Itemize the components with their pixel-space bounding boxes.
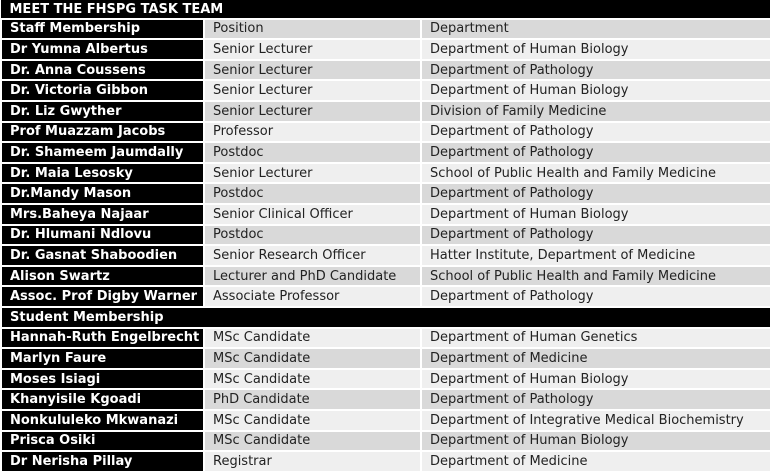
member-department: Department of Human Biology [421,204,770,225]
member-department: Department of Medicine [421,451,770,472]
staff-header-row [1,19,770,40]
member-position: PhD Candidate [204,389,421,410]
member-name: Khanyisile Kgoadi [1,389,204,410]
roster-body [1,1,770,473]
member-name: Prof Muazzam Jacobs [1,122,204,143]
table-row [1,101,770,122]
member-name: Moses Isiagi [1,369,204,390]
table-row [1,328,770,349]
member-department: Department of Pathology [421,183,770,204]
student-section-heading: Student Membership [1,307,770,328]
member-position: Senior Research Officer [204,245,421,266]
member-position: MSc Candidate [204,348,421,369]
member-department: Hatter Institute, Department of Medicine [421,245,770,266]
table-title-row [1,1,770,19]
member-position: Professor [204,122,421,143]
member-name: Dr Nerisha Pillay [1,451,204,472]
member-name: Dr. Maia Lesosky [1,163,204,184]
table-row [1,369,770,390]
member-name: Assoc. Prof Digby Warner [1,286,204,307]
member-name: Dr. Liz Gwyther [1,101,204,122]
table-row [1,39,770,60]
member-position: Associate Professor [204,286,421,307]
member-position: MSc Candidate [204,369,421,390]
table-row [1,410,770,431]
member-position: Senior Lecturer [204,163,421,184]
member-position: Postdoc [204,142,421,163]
table-row [1,348,770,369]
member-department: Department of Pathology [421,122,770,143]
member-department: Department of Pathology [421,142,770,163]
member-position: Senior Clinical Officer [204,204,421,225]
member-position: Senior Lecturer [204,39,421,60]
table-row [1,183,770,204]
staff-section-heading: Staff Membership [1,19,204,40]
member-name: Mrs.Baheya Najaar [1,204,204,225]
member-department: Division of Family Medicine [421,101,770,122]
table-row [1,431,770,452]
member-position: MSc Candidate [204,431,421,452]
member-department: School of Public Health and Family Medicine [421,163,770,184]
table-row [1,204,770,225]
member-position: MSc Candidate [204,410,421,431]
member-position: Senior Lecturer [204,101,421,122]
member-department: Department of Pathology [421,286,770,307]
member-department: Department of Human Biology [421,39,770,60]
table-row [1,60,770,81]
student-header-row [1,307,770,328]
member-name: Dr. Victoria Gibbon [1,80,204,101]
member-department: School of Public Health and Family Medicine [421,266,770,287]
member-department: Department of Integrative Medical Biochemistry [421,410,770,431]
member-name: Hannah-Ruth Engelbrecht [1,328,204,349]
table-row [1,80,770,101]
member-department: Department of Medicine [421,348,770,369]
member-name: Dr. Hlumani Ndlovu [1,225,204,246]
member-position: Lecturer and PhD Candidate [204,266,421,287]
table-row [1,451,770,472]
member-department: Department of Human Biology [421,369,770,390]
member-department: Department of Pathology [421,60,770,81]
member-name: Prisca Osiki [1,431,204,452]
member-name: Dr. Anna Coussens [1,60,204,81]
member-position: Senior Lecturer [204,60,421,81]
member-name: Marlyn Faure [1,348,204,369]
member-department: Department of Human Genetics [421,328,770,349]
member-name: Dr. Shameem Jaumdally [1,142,204,163]
member-position: Senior Lecturer [204,80,421,101]
table-row [1,142,770,163]
table-row [1,389,770,410]
member-department: Department of Pathology [421,389,770,410]
table-row [1,225,770,246]
department-column-header: Department [421,19,770,40]
table-row [1,286,770,307]
member-department: Department of Human Biology [421,431,770,452]
table-row [1,266,770,287]
member-position: MSc Candidate [204,328,421,349]
member-department: Department of Pathology [421,225,770,246]
table-row [1,163,770,184]
member-position: Registrar [204,451,421,472]
member-name: Alison Swartz [1,266,204,287]
table-row [1,245,770,266]
table-title: MEET THE FHSPG TASK TEAM [1,1,770,19]
member-name: Nonkululeko Mkwanazi [1,410,204,431]
member-name: Dr Yumna Albertus [1,39,204,60]
table-row [1,122,770,143]
position-column-header: Position [204,19,421,40]
member-position: Postdoc [204,225,421,246]
member-name: Dr.Mandy Mason [1,183,204,204]
member-position: Postdoc [204,183,421,204]
member-name: Dr. Gasnat Shaboodien [1,245,204,266]
member-department: Department of Human Biology [421,80,770,101]
